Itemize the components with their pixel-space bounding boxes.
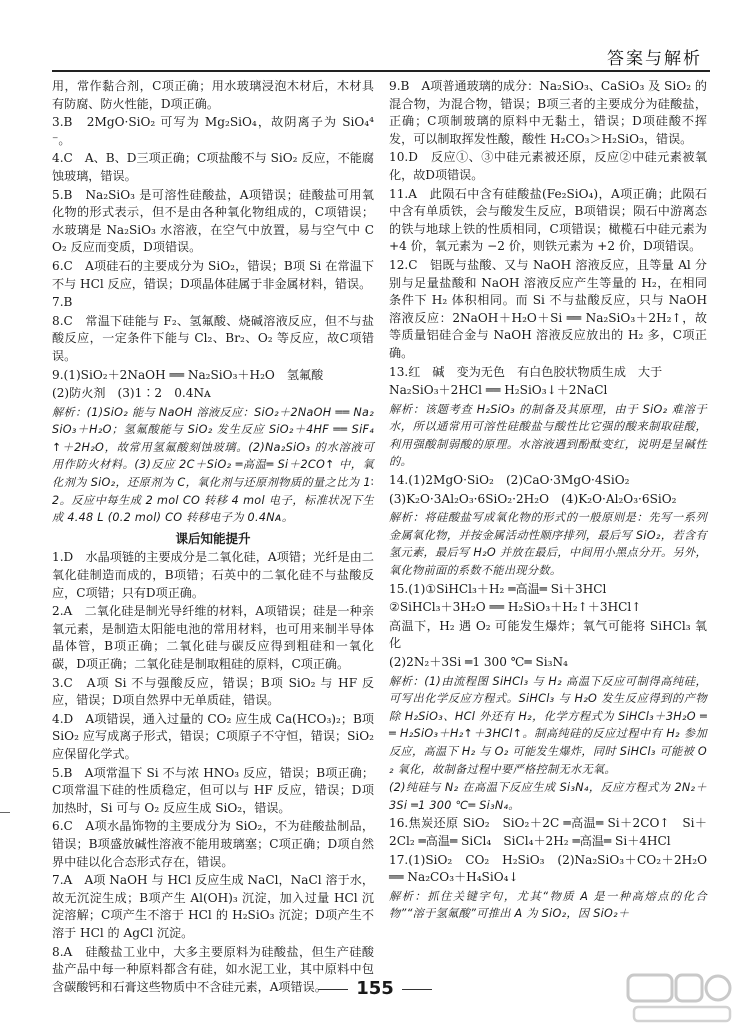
- watermark-logo: [624, 971, 736, 1027]
- answer-paragraph: 9.B A项普通玻璃的成分：Na₂SiO₃、CaSiO₃ 及 SiO₂ 的混合物，为混合物，错误；B项三者的主要成分为硅酸盐，正确；C项制玻璃的原料中无黏土，错误；D项硅酸不挥发，可以制取挥发性酸，酸性 H₂CO₃＞H₂SiO₃，错误。: [389, 79, 707, 146]
- page-number: 155: [356, 978, 394, 999]
- header-divider: [52, 70, 710, 72]
- footer-dash-right: [402, 989, 432, 990]
- answer-paragraph: 14.(1)2MgO·SiO₂ (2)CaO·3MgO·4SiO₂: [389, 473, 630, 488]
- answer-paragraph: 3.C A项 Si 不与强酸反应，错误；B项 SiO₂ 与 HF 反应，错误；D项自然界中无单质硅，错误。: [52, 675, 374, 708]
- answer-paragraph: 4.D A项错误，通入过量的 CO₂ 应生成 Ca(HCO₃)₂；B项 SiO₂ 应写成离子形式，错误；C项原子不守恒，错误；SiO₂ 应保留化学式。: [52, 711, 374, 761]
- answer-paragraph: 13.红 碱 变为无色 有白色胶状物质生成 大于: [389, 364, 663, 379]
- explanation-paragraph: 解析：该题考查 H₂SiO₃ 的制备及其原理，由于 SiO₂ 难溶于水，所以通常用可溶性硅酸盐与酸性比它强的酸来制取硅酸，利用强酸制弱酸的原理。水溶液遇到酚酞变红，说明是呈碱性的。: [389, 402, 707, 469]
- answer-paragraph: Na₂SiO₃＋2HCl ══ H₂SiO₃↓＋2NaCl: [389, 383, 608, 398]
- answer-paragraph: 17.(1)SiO₂ CO₂ H₂SiO₃ (2)Na₂SiO₃＋CO₂＋2H₂O ══ Na₂CO₃＋H₄SiO₄↓: [389, 852, 707, 885]
- answer-paragraph: 用，常作黏合剂，C项正确；用水玻璃浸泡木材后，木材具有防腐、防火性能，D项正确。: [52, 79, 374, 111]
- answer-paragraph: 15.(1)①SiHCl₃＋H₂ ═高温═ Si＋3HCl: [389, 581, 607, 596]
- answer-paragraph: 8.C 常温下硅能与 F₂、氢氟酸、烧碱溶液反应，但不与盐酸反应，一定条件下能与 Cl₂、Br₂、O₂ 等反应，故C项错误。: [52, 313, 374, 363]
- answer-paragraph: ②SiHCl₃＋3H₂O ══ H₂SiO₃＋H₂↑＋3HCl↑: [389, 600, 642, 615]
- answer-paragraph: 6.C A项水晶饰物的主要成分为 SiO₂，不为硅酸盐制品，错误；B项盛放碱性溶液不能用玻璃塞；C项正确；D项自然界中硅以化合态形式存在，错误。: [52, 819, 374, 869]
- answer-paragraph: 10.D 反应①、③中硅元素被还原，反应②中硅元素被氧化，故D项错误。: [389, 150, 707, 182]
- answer-paragraph: (3)K₂O·3Al₂O₃·6SiO₂·2H₂O (4)K₂O·Al₂O₃·6SiO₂: [389, 491, 677, 506]
- answer-paragraph: 5.B A项常温下 Si 不与浓 HNO₃ 反应，错误；B项正确；C项常温下硅的性质稳定，但可以与 HF 反应，错误；D项加热时，Si 可与 O₂ 反应生成 SiO₂，错误。: [52, 765, 375, 815]
- right-column: [389, 78, 707, 924]
- answer-paragraph: 5.B Na₂SiO₃ 是可溶性硅酸盐，A项错误；硅酸盐可用氧化物的形式表示，但不是由各种氧化物组成的，C项错误；水玻璃是 Na₂SiO₃ 水溶液，在空气中放置，易与空气中 CO₂ 反应而变质，D项错误。: [52, 187, 374, 255]
- answer-paragraph: 3.B 2MgO·SiO₂ 可写为 Mg₂SiO₄，故阴离子为 SiO₄⁴⁻。: [52, 115, 374, 147]
- answer-paragraph: 8.A 硅酸盐工业中，大多主要原料为硅酸盐，但生产硅酸盐产品中每一种原料都含有硅，如水泥工业，其中原料中包含碳酸钙和石膏这些物质中不含硅元素，A项错误。: [52, 944, 374, 994]
- answer-paragraph: 16.焦炭还原 SiO₂ SiO₂＋2C ═高温═ Si＋2CO↑ Si＋2Cl₂ ═高温═ SiCl₄ SiCl₄＋2H₂ ═高温═ Si＋4HCl: [389, 816, 707, 848]
- page-header-title: 答案与解析: [607, 49, 702, 69]
- section-heading: 课后知能提升: [175, 530, 251, 546]
- explanation-paragraph: 解析：抓住关键字句，尤其“物质 A 是一种高熔点的化合物”“溶于氢氟酸”可推出 A 为 SiO₂，因 SiO₂＋: [389, 889, 707, 921]
- answer-paragraph: 高温下，H₂ 遇 O₂ 可能发生爆炸；氧气可能将 SiHCl₃ 氧化: [389, 618, 707, 651]
- answer-paragraph: (2)防火剂 (3)1∶2 0.4Nᴀ: [52, 386, 211, 401]
- answer-paragraph: 1.D 水晶项链的主要成分是二氧化硅，A项错；光纤是由二氧化硅制造而成的，B项错；石英中的二氧化硅不与盐酸反应，C项错；只有D项正确。: [52, 550, 374, 600]
- answer-paragraph: 11.A 此陨石中含有硅酸盐(Fe₂SiO₄)，A项正确；此陨石中含有单质铁，会与酸发生反应，B项错误；陨石中游离态的铁与地球上铁的性质相同，C项错误；橄榄石中硅元素为 +4 价，氧元素为 −2 价，则铁元素为 +2 价，D项错误。: [389, 186, 707, 254]
- explanation-paragraph: 解析：(1)SiO₂ 能与 NaOH 溶液反应：SiO₂＋2NaOH ══ Na₂SiO₃＋H₂O；氢氟酸能与 SiO₂ 发生反应 SiO₂＋4HF ══ SiF₄↑＋2H₂O，故常用氢氟酸刻蚀玻璃。(2)Na₂SiO₃ 的水溶液可用作防火材料。(3)反应 2C＋SiO₂ ═高温═ Si＋2CO↑ 中，氧化剂为 SiO₂，还原剂为 C，氧化剂与还原剂物质的量之比为 1∶2。反应中每生成 2 mol CO 转移 4 mol 电子，标准状况下生成 4.48 L (0.2 mol) CO 转移电子为 0.4Nᴀ。: [52, 405, 374, 525]
- explanation-paragraph: 解析：(1)由流程图 SiHCl₃ 与 H₂ 高温下反应可制得高纯硅，可写出化学反应方程式。SiHCl₃ 与 H₂O 发生反应得到的产物除 H₂SiO₃、HCl 外还有 H₂，化学方程式为 SiHCl₃＋3H₂O ══ H₂SiO₃＋H₂↑＋3HCl↑。制高纯硅的反应过程中有 H₂ 参加反应，高温下 H₂ 与 O₂ 可能发生爆炸，同时 SiHCl₃ 可能被 O₂ 氧化，故制备过程中要严格控制无水无氧。: [389, 674, 707, 776]
- answer-paragraph: 7.A A项 NaOH 与 HCl 反应生成 NaCl，NaCl 溶于水，故无沉淀生成；B项产生 Al(OH)₃ 沉淀，加入过量 HCl 沉淀溶解；C项产生不溶于 HCl 的 H₂SiO₃ 沉淀；D项产生不溶于 HCl 的 AgCl 沉淀。: [52, 873, 374, 940]
- answer-paragraph: (2)2N₂＋3Si ═1 300 ℃═ Si₃N₄: [389, 655, 568, 669]
- explanation-paragraph: 解析：将硅酸盐写成氧化物的形式的一般原则是：先写一系列金属氧化物，并按金属活动性顺序排列，最后写 SiO₂，若含有氢元素，最后写 H₂O 并放在最后，中间用小黑点分开。另外，氧化物前面的系数不能出现分数。: [389, 511, 707, 578]
- answer-paragraph: 12.C 铝既与盐酸、又与 NaOH 溶液反应，且等量 Al 分别与足量盐酸和 NaOH 溶液反应产生等量的 H₂，在相同条件下 H₂ 体积相同。而 Si 不与盐酸反应，只与 NaOH 溶液反应：2NaOH＋H₂O＋Si ══ Na₂SiO₃＋2H₂↑，故等质量铝硅合金与 NaOH 溶液反应放出的 H₂ 多，C项正确。: [389, 257, 707, 360]
- left-column: [52, 78, 374, 997]
- answer-paragraph: 9.(1)SiO₂＋2NaOH ══ Na₂SiO₃＋H₂O 氢氟酸: [52, 367, 324, 382]
- answer-paragraph: 2.A 二氧化硅是制光导纤维的材料，A项错误；硅是一种亲氧元素，是制造太阳能电池的常用材料，也可用来制半导体晶体管，B项正确；二氧化硅与碳反应得到粗硅和一氧化碳，D项正确；二氧化硅是制取粗硅的原料，C项正确。: [52, 604, 374, 671]
- answer-paragraph: 4.C A、B、D三项正确；C项盐酸不与 SiO₂ 反应，不能腐蚀玻璃，错误。: [52, 151, 374, 183]
- answer-paragraph: 7.B: [52, 295, 73, 310]
- answer-paragraph: 6.C A项硅石的主要成分为 SiO₂，错误；B项 Si 在常温下不与 HCl 反应，错误；D项晶体硅属于非金属材料，错误。: [52, 258, 374, 291]
- explanation-paragraph: (2)纯硅与 N₂ 在高温下反应生成 Si₃N₄，反应方程式为 2N₂＋3Si ═1 300 ℃═ Si₃N₄。: [389, 781, 707, 812]
- footer-dash-left: [318, 989, 348, 990]
- margin-tick: [0, 812, 10, 813]
